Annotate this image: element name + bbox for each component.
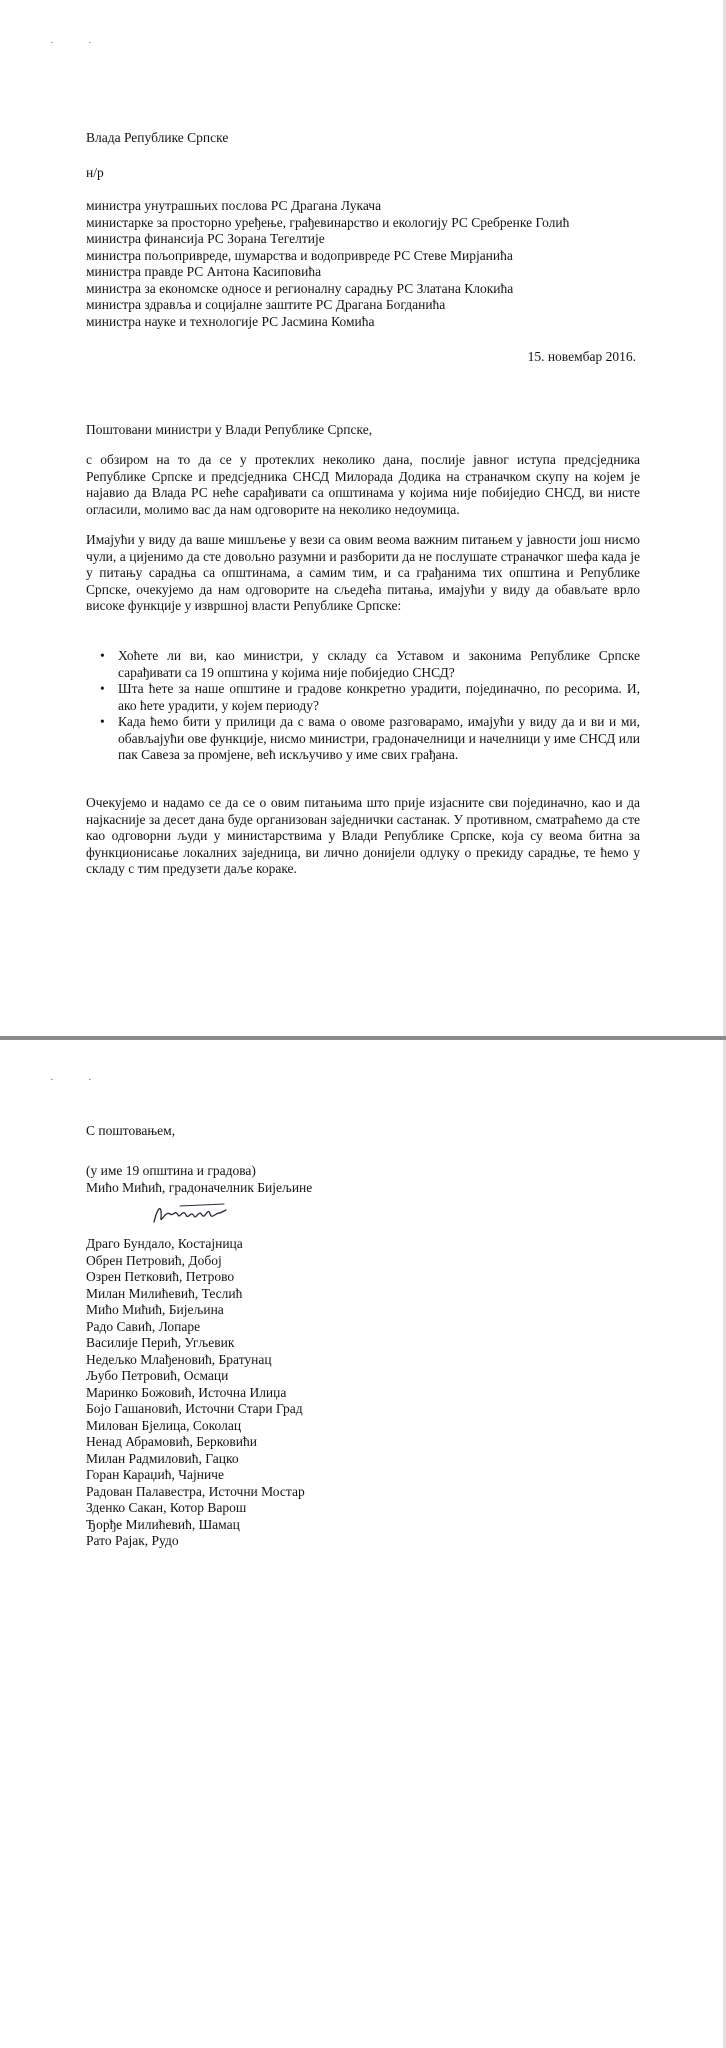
scan-speck: · <box>50 37 54 49</box>
attention-line: н/р <box>86 165 104 180</box>
signer-line: Ђорђе Милићевић, Шамац <box>86 1516 240 1532</box>
signature-block <box>86 1163 312 1196</box>
signer-line: Милан Радмиловић, Гацко <box>86 1450 239 1466</box>
signer-line: Маринко Божовић, Источна Илиџа <box>86 1384 287 1400</box>
signer-line: Радован Палавестра, Источни Мостар <box>86 1483 305 1499</box>
signer-line: Горан Караџић, Чајниче <box>86 1467 224 1482</box>
scan-speck: · <box>50 1074 54 1086</box>
signer-line: Обрен Петровић, Добој <box>86 1252 222 1268</box>
signer-line: Рато Рајак, Рудо <box>86 1533 179 1548</box>
minister-line: министра здравља и социјалне заштите РС Драгана Богданића <box>86 297 446 312</box>
on-behalf-line: (у име 19 општина и градова) <box>86 1163 256 1178</box>
minister-line: министра правде РС Антона Касиповића <box>86 264 322 279</box>
ministers-list <box>86 198 569 330</box>
question-item: • Хоћете ли ви, као министри, у складу са Уставом и законима Републике Српске сарађивати са 19 општина у којима није побиједио СНСД? <box>118 648 640 681</box>
question-item: • Када ћемо бити у прилици да с вама о овоме разговарамо, имајући у виду да и ви и ми, обављајући ове функције, нисмо министри, градоначелници и начелници у име СНСД или пак Савеза за промјене, већ искључиво у име свих грађана. <box>118 714 640 764</box>
signer-line: Ненад Абрамовић, Берковићи <box>86 1434 257 1449</box>
signer-line: Бојо Гашановић, Источни Стари Град <box>86 1401 303 1416</box>
minister-line: министра пољопривреде, шумарства и водопривреде РС Стеве Мирјанића <box>86 247 513 263</box>
signer-line: Драго Бундало, Костајница <box>86 1236 243 1251</box>
signer-line: Недељко Млађеновић, Братунац <box>86 1351 272 1367</box>
paragraph-conclusion: Очекујемо и надамо се да се о овим питањима што прије изјасните сви појединачно, као и да најкасније за десет дана буде организован заједнички састанак. У противном, сматраћемо да сте као одговорни људи у министарствима у Влади Републике Српске, која су веома битна за функционисање локалних заједница, ви лично донијели одлуку о прекиду сарадње, те ћемо у складу с тим предузети даље кораке. <box>86 795 640 876</box>
minister-line: министра унутрашњих послова РС Драгана Лукача <box>86 198 382 213</box>
question-item: • Шта ћете за наше општине и градове конкретно урадити, појединачно, по ресорима. И, ако ћете урадити, у којем периоду? <box>118 681 640 714</box>
signatory-line: Мићо Мићић, градоначелник Бијељине <box>86 1179 313 1195</box>
scan-speck: · <box>88 1074 92 1086</box>
minister-line: министра науке и технологије РС Јасмина Комића <box>86 313 375 329</box>
paragraph-context: Имајући у виду да ваше мишљење у вези са овим веома важним питањем у јавности још нисмо чули, а цијенимо да сте довољно разумни и разборити да не послушате страначког шефа када је у питању сарадња са општинама, а самим тим, и са грађанима тих општина и Републике Српске, очекујемо да нам одговорите на сљедећа питања, имајући у виду да обављате врло високе функције у извршној власти Републике Српске: <box>86 532 640 613</box>
signer-line: Зденко Сакан, Котор Варош <box>86 1500 247 1515</box>
signer-line: Озрен Петковић, Петрово <box>86 1269 235 1284</box>
signers-list <box>86 1236 305 1550</box>
scan-speck: · <box>88 37 92 49</box>
letter-date: 15. новембар 2016. <box>527 349 636 364</box>
minister-line: министарке за просторно уређење, грађевинарство и екологију РС Сребренке Голић <box>86 214 570 230</box>
questions-list <box>86 648 640 764</box>
signer-line: Василије Перић, Угљевик <box>86 1335 235 1350</box>
minister-line: министра за економске односе и регионалну сарадњу РС Златана Клокића <box>86 280 514 296</box>
signer-line: Љубо Петровић, Осмаци <box>86 1368 229 1383</box>
minister-line: министра финансија РС Зорана Тегелтије <box>86 231 325 246</box>
closing: С поштовањем, <box>86 1123 176 1138</box>
salutation: Поштовани министри у Влади Републике Српске, <box>86 422 373 437</box>
signer-line: Мићо Мићић, Бијељина <box>86 1302 224 1317</box>
signer-line: Радо Савић, Лопаре <box>86 1318 201 1334</box>
handwritten-signature <box>150 1200 230 1228</box>
paragraph-intro: с обзиром на то да се у протеклих неколико дана, послије јавног иступа предсједника Републике Српске и предсједника СНСД Милорада Додика на страначком скупу на којем је најавио да Влада РС неће сарађивати са општинама у којима није побиједио СНСД, ви нисте огласили, молимо вас да нам одговорите на неколико недоумица. <box>86 452 640 517</box>
addressee: Влада Републике Српске <box>86 130 229 145</box>
signer-line: Милован Бјелица, Соколац <box>86 1417 242 1433</box>
signer-line: Милан Милићевић, Теслић <box>86 1285 243 1301</box>
